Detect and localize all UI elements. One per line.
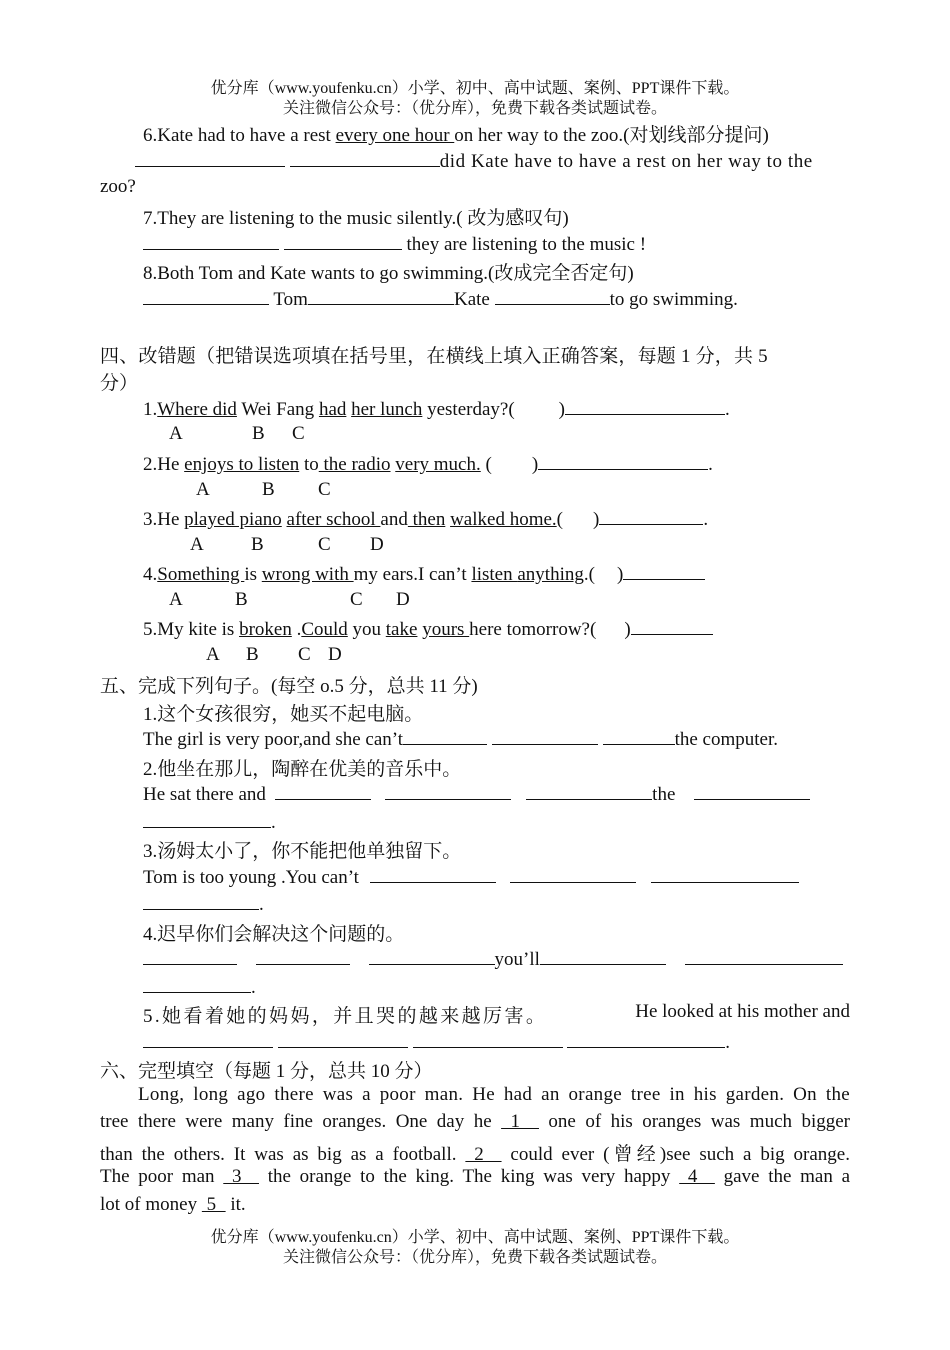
option-a: Something [157, 564, 245, 585]
s5-q3-cont: . [143, 891, 264, 916]
option-b: Could [301, 619, 348, 640]
answer-blank[interactable] [685, 946, 843, 965]
q8-end: to go swimming. [609, 289, 738, 310]
option-c: her lunch [351, 399, 423, 420]
answer-blank[interactable] [143, 974, 251, 993]
answer-blank[interactable] [603, 726, 675, 745]
option-c: then [407, 509, 446, 530]
answer-blank[interactable] [290, 148, 440, 167]
header-line-2: 关注微信公众号：（优分库），免费下载各类试题试卷。 [282, 100, 667, 117]
cloze-line-2: tree there were many fine oranges. One day he 1 one of his oranges was much bigger [100, 1111, 850, 1132]
q8-tom: Tom [269, 289, 308, 310]
option-d: yours [422, 619, 470, 640]
q7-line-1: 7.They are listening to the music silently.( 改为感叹句) [143, 208, 569, 229]
s5-q5-cont: . [143, 1029, 730, 1054]
answer-blank[interactable] [567, 1029, 725, 1048]
answer-blank[interactable] [651, 864, 799, 883]
s5-q1-english: The girl is very poor,and she can’t the computer. [143, 726, 778, 751]
error-q4: 4.Something is wrong with my ears.I can’t listen anything.( ) [143, 561, 705, 586]
s5-q4-chinese: 4.迟早你们会解决这个问题的。 [143, 924, 405, 945]
option-c: take [385, 619, 418, 640]
q3-option-letters: A B C D [190, 534, 384, 555]
q6-text-a: Kate had to have a rest [157, 125, 336, 146]
section-5-title: 五、完成下列句子。(每空 o.5 分，总共 11 分) [100, 676, 478, 697]
section-4-title: 四、改错题（把错误选项填在括号里，在横线上填入正确答案，每题 1 分，共 5 [100, 346, 768, 367]
answer-blank[interactable] [369, 946, 495, 965]
option-b: wrong with [261, 564, 354, 585]
q6-line-3: zoo? [100, 176, 136, 197]
q6-line-2-end: did Kate have to have a rest on her way to the [439, 151, 813, 172]
cloze-blank-1[interactable]: 1 [501, 1111, 539, 1132]
section-4-title-cont: 分） [100, 373, 139, 394]
answer-blank[interactable] [143, 891, 259, 910]
answer-blank[interactable] [599, 506, 703, 525]
q7-line-2-end: they are listening to the music ! [401, 234, 647, 255]
answer-blank[interactable] [143, 286, 269, 305]
error-q1: 1.Where did Wei Fang had her lunch yesterday?( ) . [143, 396, 730, 421]
s5-q5-line: 5.她看着她的妈妈，并且哭的越来越厉害。 He looked at his mother and [143, 1001, 850, 1027]
answer-blank[interactable] [526, 781, 652, 800]
option-c: listen [471, 564, 518, 585]
answer-blank[interactable] [538, 451, 708, 470]
answer-blank[interactable] [510, 864, 636, 883]
q5-option-letters: A B C D [206, 644, 342, 665]
s5-q3-english: Tom is too young .You can’t [143, 864, 799, 889]
s5-q4-cont: . [143, 974, 256, 999]
s5-q2-chinese: 2.他坐在那儿，陶醉在优美的音乐中。 [143, 759, 462, 780]
s5-q1-chinese: 1.这个女孩很穷，她买不起电脑。 [143, 704, 424, 725]
s5-q4-english: you’ll [143, 946, 843, 971]
error-q3: 3.He played piano after school and then walked home.( ) . [143, 506, 708, 531]
q4-option-letters: A B C D [169, 589, 410, 610]
answer-blank[interactable] [403, 726, 487, 745]
q6-underlined: every one hour [335, 125, 455, 146]
q8-line-1: 8.Both Tom and Kate wants to go swimming.(改成完全否定句) [143, 263, 634, 284]
answer-blank[interactable] [284, 231, 402, 250]
option-b: after school [286, 509, 381, 530]
cloze-line-5: lot of money 5 it. [100, 1194, 246, 1215]
cloze-blank-3[interactable]: 3 [223, 1166, 259, 1187]
answer-blank[interactable] [413, 1029, 563, 1048]
answer-blank[interactable] [370, 864, 496, 883]
cloze-line-4: The poor man 3 the orange to the king. The king was very happy 4 gave the man a [100, 1166, 851, 1187]
header-line-1: 优分库（www.youfenku.cn）小学、初中、高中试题、案例、PPT课件下载。 [210, 80, 740, 97]
answer-blank[interactable] [623, 561, 705, 580]
cloze-line-1: Long, long ago there was a poor man. He had an orange tree in his garden. On the [138, 1084, 850, 1105]
answer-blank[interactable] [385, 781, 511, 800]
option-d: walked home. [450, 509, 557, 530]
cloze-blank-4[interactable]: 4 [679, 1166, 715, 1187]
option-a: enjoys to listen [184, 454, 300, 475]
option-d: anything [517, 564, 584, 585]
q8-kate: Kate [453, 289, 495, 310]
q6-line-2 [135, 148, 813, 173]
q7-line-2 [143, 231, 646, 256]
answer-blank[interactable] [143, 1029, 273, 1048]
error-q5: 5.My kite is broken .Could you take yours here tomorrow?( ) [143, 616, 713, 641]
cloze-blank-5[interactable]: 5 [201, 1194, 226, 1215]
q8-line-2 [143, 286, 738, 311]
s5-q2-english: He sat there and the [143, 781, 810, 806]
option-a: played piano [184, 509, 282, 530]
answer-blank[interactable] [256, 946, 350, 965]
footer-line-1: 优分库（www.youfenku.cn）小学、初中、高中试题、案例、PPT课件下载。 [210, 1229, 740, 1246]
option-b: had [318, 399, 347, 420]
answer-blank[interactable] [143, 809, 271, 828]
option-c: very much. [395, 454, 481, 475]
option-b: the radio [318, 454, 391, 475]
answer-blank[interactable] [275, 781, 371, 800]
answer-blank[interactable] [308, 286, 454, 305]
answer-blank[interactable] [495, 286, 610, 305]
answer-blank[interactable] [631, 616, 713, 635]
answer-blank[interactable] [492, 726, 598, 745]
answer-blank[interactable] [143, 231, 279, 250]
cloze-line-3: than the others. It was as big as a football. 2 could ever (曾经)see such a big orange. [100, 1144, 850, 1165]
error-q2: 2.He enjoys to listen to the radio very much. ( ) . [143, 451, 713, 476]
answer-blank[interactable] [135, 148, 285, 167]
q6-text-b: on her way to the zoo.(对划线部分提问) [454, 125, 769, 146]
q2-option-letters: A B C [196, 479, 331, 500]
option-a: Where did [157, 399, 237, 420]
footer-line-2: 关注微信公众号：（优分库），免费下载各类试题试卷。 [282, 1249, 667, 1266]
answer-blank[interactable] [540, 946, 666, 965]
answer-blank[interactable] [694, 781, 810, 800]
answer-blank[interactable] [565, 396, 725, 415]
q6-line-1 [143, 120, 769, 147]
option-a: broken [239, 619, 292, 640]
section-6-title: 六、完型填空（每题 1 分，总共 10 分） [100, 1061, 433, 1082]
answer-blank[interactable] [143, 946, 237, 965]
q6-num: 6. [143, 125, 158, 146]
q1-option-letters: A B C [169, 423, 305, 444]
answer-blank[interactable] [278, 1029, 408, 1048]
cloze-blank-2[interactable]: 2 [465, 1144, 502, 1165]
s5-q2-cont: . [143, 809, 276, 834]
s5-q3-chinese: 3.汤姆太小了，你不能把他单独留下。 [143, 841, 462, 862]
